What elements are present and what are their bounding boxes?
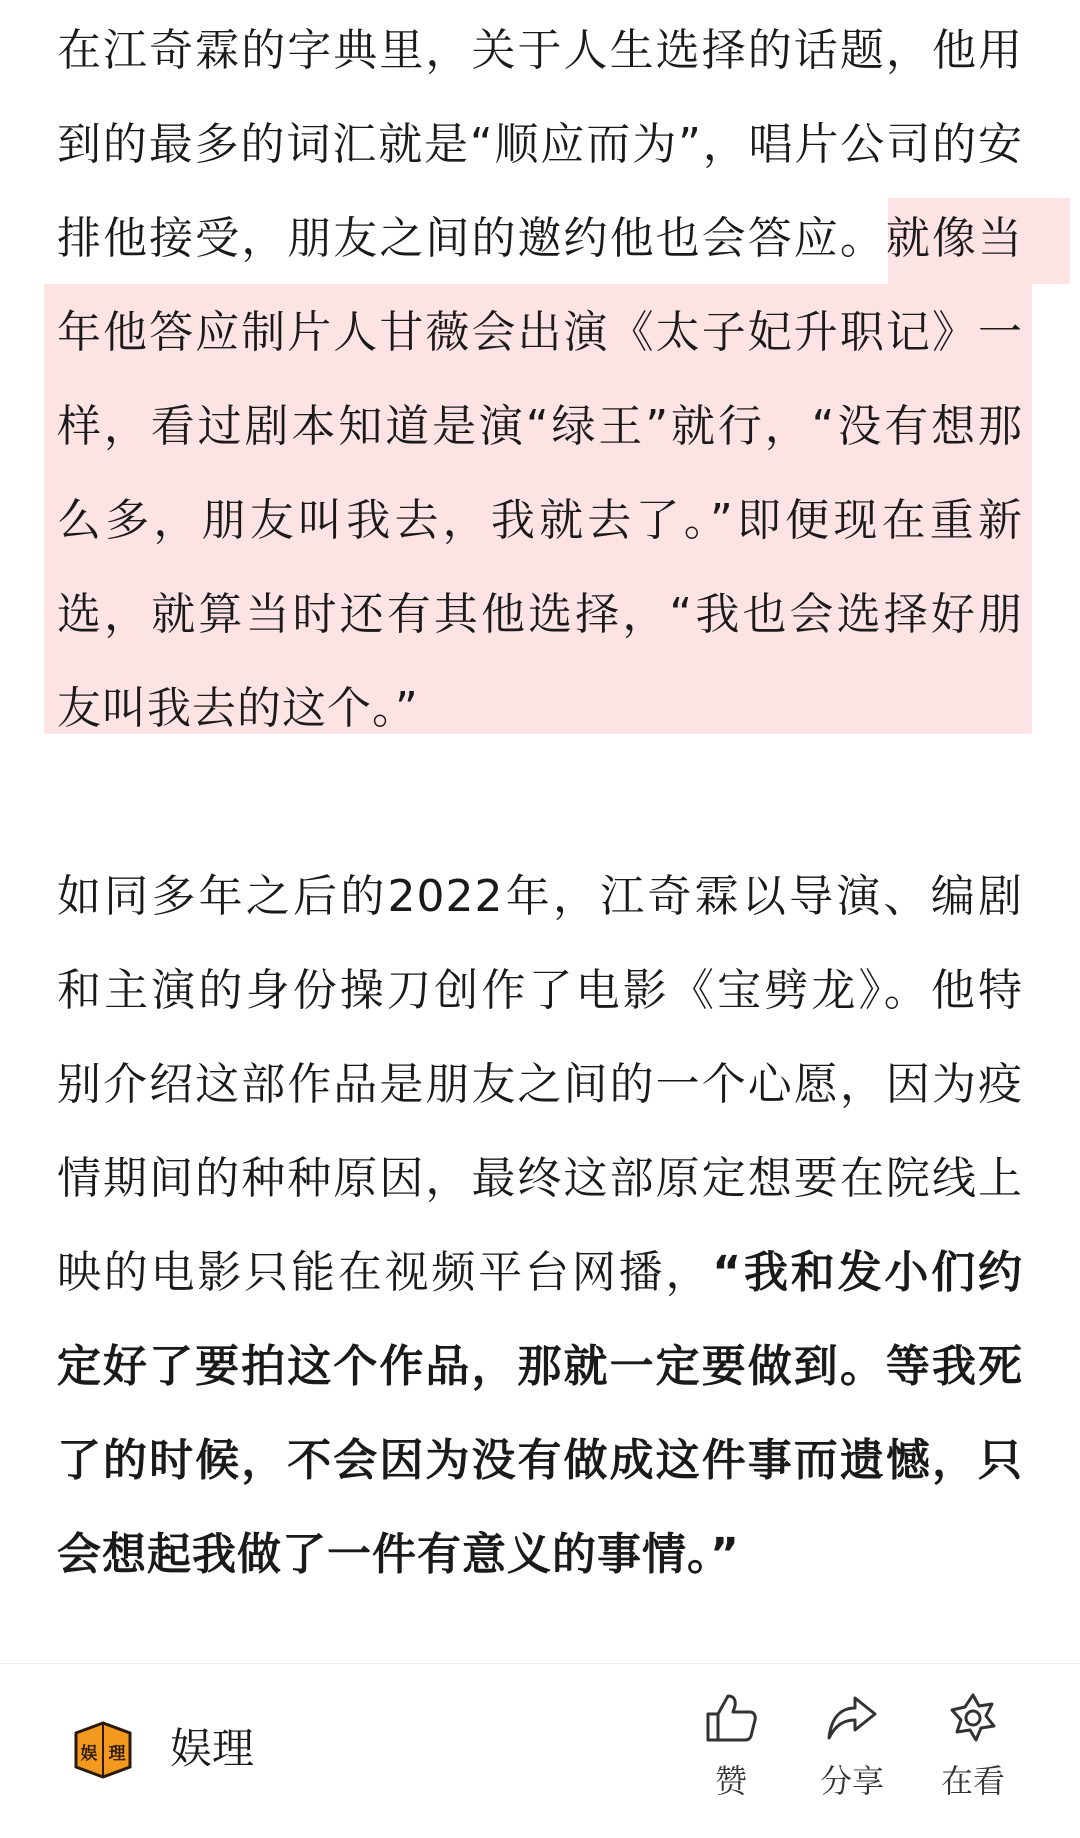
star-icon — [946, 1692, 1000, 1744]
share-arrow-icon — [825, 1692, 879, 1744]
logo-char-2: 理 — [108, 1744, 126, 1764]
bottom-action-bar — [0, 1664, 1080, 1838]
account-logo-icon — [70, 1719, 136, 1781]
paragraph-2-text: 如同多年之后的2022年，江奇霖以导演、编剧和主演的身份操刀创作了电影《宝劈龙》。他特别介绍这部作品是朋友之间的一个心愿，因为疫情期间的种种原因，最终这部原定想要在院线上映的电影只能在视频平台网播， — [57, 871, 1023, 1298]
paragraph-1 — [57, 4, 1023, 756]
view-label: 在看 — [940, 1762, 1005, 1800]
paragraph-2 — [57, 850, 1023, 1602]
like-button[interactable] — [676, 1692, 786, 1800]
paragraph-1-text: 在江奇霖的字典里，关于人生选择的话题，他用到的最多的词汇就是“顺应而为”，唱片公司的安排他接受，朋友之间的邀约他也会答应。 — [57, 25, 1023, 264]
share-button[interactable] — [797, 1692, 907, 1800]
paragraph-2-bold-quote: “我和发小们约定好了要拍这个作品，那就一定要做到。等我死了的时候，不会因为没有做成这件事而遗憾，只会想起我做了一件有意义的事情。” — [57, 1247, 1024, 1580]
account-logo[interactable] — [70, 1719, 136, 1781]
share-label: 分享 — [819, 1762, 884, 1800]
wow-button[interactable] — [918, 1692, 1028, 1800]
like-label: 赞 — [714, 1762, 747, 1800]
paragraph-1-highlighted-text: 就像当年他答应制片人甘薇会出演《太子妃升职记》一样，看过剧本知道是演“绿王”就行，“没有想那么多，朋友叫我去，我就去了。”即便现在重新选，就算当时还有其他选择，“我也会选择好朋友叫我去的这个。” — [57, 213, 1024, 734]
thumbs-up-icon — [704, 1692, 758, 1744]
account-name[interactable]: 娱理 — [170, 1724, 255, 1773]
logo-char-1: 娱 — [80, 1744, 98, 1764]
